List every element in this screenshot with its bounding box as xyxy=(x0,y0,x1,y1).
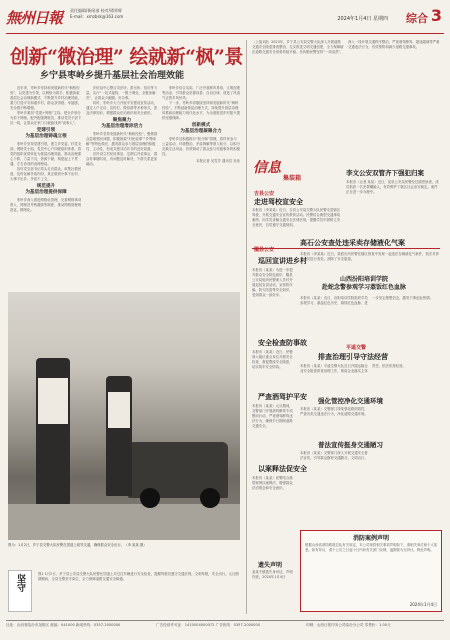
story-title: 安全检查防事故 xyxy=(258,338,307,347)
article-paragraph: 各村设立村民说事室，定期召开说事会，群众有事随时说、有问题及时解决，干群关系更加融洽。 xyxy=(86,152,158,166)
issue-date: 2024年1月4日 星期四 xyxy=(337,16,388,22)
story-title: 高石公安查处违采卖存储液化气案 xyxy=(300,238,405,247)
article-paragraph: 枣岭乡坚持党建引领，建立乡党委、村党支部、网格党小组、党员中心户四级组织体系，将党的组织优势转化为基层治理效能，推动治理重心下移、力量下沉、资源下倾，构建起上下贯通、左右协同的治理格局。 xyxy=(10,142,82,166)
article-paragraph: 乡综治中心整合司法所、派出所、信访等力量，实行“一站式接待、一揽子调处、全链条解决”，让群众少跑腿、好办事。 xyxy=(86,86,158,100)
footer-left: 社址：山西省临汾市尧都区 邮编：041000 新闻热线：0357-2000000 xyxy=(6,623,121,627)
story-title: 走进驾校宣安全 xyxy=(254,197,303,206)
article-paragraph: 各村党支部书记带头走访群众，收集社情民意，及时化解矛盾纠纷，真正做到小事不出村、大事不出乡、矛盾不上交。 xyxy=(10,167,82,181)
notice-date: 2024年1月4日 xyxy=(409,602,437,607)
article-subtitle: 规范提升 为基层治理提供保障 xyxy=(25,184,67,195)
article-column-3 xyxy=(162,86,240,286)
story-body: 本报讯（某某）交警部门深入开展交通安全普法宣传，引导群众摒弃交通陋习，文明出行。 xyxy=(300,451,368,460)
article-paragraph: 枣岭乡深入推进网格化管理，完善网格事项准入、网格员考核激励等制度，推动网格管理规范化、精细化。 xyxy=(10,198,82,212)
news-photo xyxy=(8,292,240,540)
footer-right: 印刷：山西日报印务公司临汾分公司 零售价：1.00元 xyxy=(306,623,391,627)
story-body: 某某不慎遗失身份证，声明作废。2024年1月4日 xyxy=(252,570,293,579)
story-title: 遗失声明 xyxy=(258,562,283,569)
article-column-2 xyxy=(86,86,158,286)
section-name: 综合 xyxy=(406,12,428,25)
story-body: 本报讯（某某）近日，民警深入辖区重点单位开展安全检查，督促整改安全隐患，切实筑牢安全防线。 xyxy=(252,350,293,369)
story-title: 排查治理引导守法经营 xyxy=(318,352,388,361)
photo-wheel xyxy=(200,488,220,508)
story-body: 本报讯（某某）交警部门持续强化路面管控，严查各类交通违法行为，净化道路交通环境。 xyxy=(300,407,368,416)
masthead-info-line: 责任编辑/新闻部 校对/谭荣辉 xyxy=(70,8,122,13)
article-column-1 xyxy=(10,86,82,286)
photo-officer-vest xyxy=(108,392,130,428)
story-body: 本报讯（某某）元旦期间，交警部门开展酒驾醉驾专项整治行动，严查酒驾醉驾违法行为，确保节日期间道路交通安全。 xyxy=(252,404,293,428)
masthead xyxy=(6,4,444,34)
story-title: 巡回宣讲进乡村 xyxy=(258,256,307,265)
article-paragraph: 枣岭乡还积极推行“积分制”管理，将村民参与公益活动、环境整治、矛盾调解等纳入积分，以积分兑换生活用品，有效调动了群众参与村级事务的积极性。 xyxy=(162,137,240,156)
article-paragraph: 枣岭乡紧扣“党建+网格”主线，把全乡划分为若干网格，配齐配强网格员，推动党员干部下沉一线，让群众在家门口就能找到“说事人”。 xyxy=(10,111,82,125)
newspaper-logo: 無州日報 xyxy=(6,9,63,27)
story-rule xyxy=(252,248,440,249)
story-title: 李文公安双管齐下强犯归案 xyxy=(346,169,424,177)
right-top-article: （上接1版）2023年，乡宁县公安局交警大队深入开展道路交通安全隐患排查整治，扎实推进文明交通创建，全力保障辖区道路交通安全形势持续平稳。各执勤民警坚持“一岗双责”，深入一线开展交通秩序整治，严查酒驾醉驾、超速超载等严重交通违法行为，有效预防和减少道路交通事故。 xyxy=(252,40,440,54)
story-kicker: 吉县公安 xyxy=(254,191,275,197)
story-body: 本报讯（某某）民警结合典型案例以案释法，增强群众法治观念和安全意识。 xyxy=(252,476,293,490)
photo-description: 图1 1月2日，乡宁县公安局交警大队民警在国道上对过往车辆进行安全检查，提醒驾驶员遵守交通法规，文明驾驶，安全出行。元旦假期期间，全县交警坚守岗位，全力保障道路交通安全畅通。 xyxy=(38,572,239,581)
article-paragraph: 枣岭乡结合实际，广泛开展移风易俗、文明创建等活动，引导群众崇德向善、自治自律，营造了风清气正的乡风民风。 xyxy=(162,86,240,100)
notice-box xyxy=(300,530,442,612)
story-kicker: 隰县公安 xyxy=(254,247,275,253)
masthead-info xyxy=(70,8,123,20)
article-subtitle: 党建引领 为基层治理铸魂立根 xyxy=(25,128,67,139)
page-number: 3 xyxy=(430,6,442,25)
photo-label: 坚守 xyxy=(15,574,25,592)
story-body: 本报讯（记者 某某）近日，某县公安局民警经过缜密侦查，成功抓获一名犯罪嫌疑人，有效维护了辖区社会治安稳定。案件正在进一步办理中。 xyxy=(346,180,439,194)
story-title: 强化管控净化交通环境 xyxy=(318,397,383,405)
story-body: 本报讯（某某）平遥交警大队近日开展运输企业安全隐患排查治理工作，督促企业落实主体责任，依法依规经营。 xyxy=(300,364,406,373)
photo-road xyxy=(8,504,240,540)
article-paragraph: 同时，枣岭乡大力开展平安建设宣传活动，通过入户走访、宣传栏、微信群等多种形式，普及法律知识，增强群众法治意识和安全意识。 xyxy=(86,101,158,115)
notice-title: 消防案例声明 xyxy=(352,535,389,542)
story-title: 以案释法促安全 xyxy=(258,464,307,473)
photo-wheel xyxy=(140,488,160,508)
info-logo-subtitle: 集装箱 xyxy=(283,175,302,182)
main-headline: 创新“微治理” 绘就新“枫”景 xyxy=(10,46,243,68)
story-body: 本报讯（某某）近日，汾阳培训学院组织学员参观学习，重温红色历史，赓续红色血脉，进一步坚定理想信念，激发干事创业热情。 xyxy=(300,296,434,305)
story-title: 普法宣传挺身交通陋习 xyxy=(318,441,383,449)
page-footer xyxy=(6,620,444,636)
article-paragraph: 下一步，枣岭乡将继续坚持和发展新时代“枫桥经验”，不断创新基层治理方式，持续提升基层治理体系和治理能力现代化水平，为全面推进乡村振兴提供坚强保障。 xyxy=(162,101,240,120)
main-subhead: 乡宁县枣岭乡提升基层社会治理效能 xyxy=(40,71,185,81)
article-subtitle: 聚焦聚力 为基层治理增添活力 xyxy=(101,118,143,129)
column-divider xyxy=(246,40,247,614)
story-body: 本报讯（某某）为进一步提升群众安全防范意识，隰县公安局组织民警深入乡村开展巡回宣讲活动，宣传防诈骗、防火防盗等安全知识，受到群众一致好评。 xyxy=(252,268,293,297)
story-kicker: 平遥交警 xyxy=(346,345,367,351)
story-title: 严查酒驾护平安 xyxy=(258,392,307,401)
story-body: 本报讯（李某某）近日，吉县公安局交警大队民警走进辖区驾校，开展交通安全宣传教育活动。民警结合典型交通事故案例，向学员讲解交通安全法律法规，提醒学员牢固树立安全意识，自觉遵守交通规则。 xyxy=(252,208,341,227)
info-logo xyxy=(253,157,319,187)
story-body: 本报讯（李某某）近日，某派出所民警在辖区排查中发现一起违法存储液化气案件，依法对涉案人员进行查处，消除了安全隐患。 xyxy=(300,252,440,261)
article-subtitle: 创新模式 为基层治理凝聚合力 xyxy=(180,123,222,134)
info-logo-title: 信息 xyxy=(253,160,281,176)
article-paragraph: 近年来，枣岭乡坚持和发展新时代“枫桥经验”，以党建为引领，以网格为抓手，积极探索基层社会治理新模式，不断提升乡村治理效能，着力打造平安和谐乡村，群众获得感、幸福感、安全感不断增强。 xyxy=(10,86,82,110)
article-paragraph: 枣岭乡坚持发展新时代“枫桥经验”，聚焦群众急难愁盼问题，积极探索“村民说事”“乡贤调解”等特色做法，激发群众参与基层治理的积极性、主动性，形成共建共治共享的良好局面。 xyxy=(86,132,158,151)
notice-body: 根据山西省消防救援总队有关规定，本公司现将相关事项声明如下，请相关单位和个人知悉。如有异议，请于公告之日起十日内向有关部门反映，逾期视为无异议。特此声明。 xyxy=(305,543,438,552)
masthead-info-line: E-mail：xmzbsk@163.com xyxy=(70,14,124,19)
photo-caption: 图为：1月2日，乡宁县交警大队民警在国道上疏导交通，确保群众安全出行。（李 某某 摄） xyxy=(8,543,147,547)
story-title: 山西汾阳培训学院 赴蛇念警参观学习蒸饭红色血脉 xyxy=(322,276,407,291)
article-byline: 本报记者 吴雪芳 通讯员 吴伟 xyxy=(196,159,240,163)
footer-middle: 广告经营许可证：1410004000072 广告热线：0357-2000000 xyxy=(156,623,261,627)
photo-officer-vest xyxy=(38,378,68,424)
